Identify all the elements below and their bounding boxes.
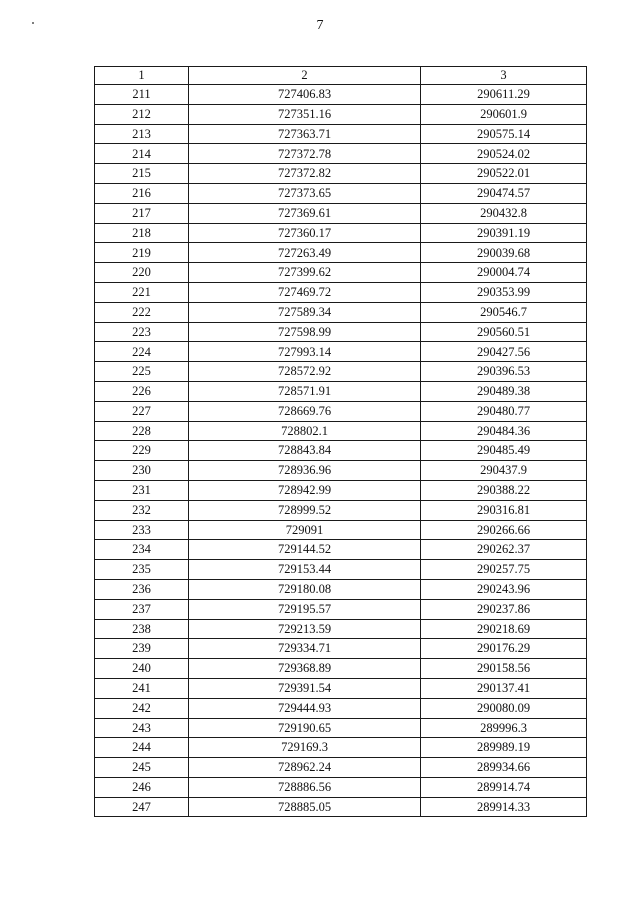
table-row [95, 183, 587, 203]
point-number-cell: 237 [95, 599, 189, 619]
table-row [95, 777, 587, 797]
x-coordinate-cell: 727372.78 [189, 144, 421, 164]
y-coordinate-cell: 290489.38 [421, 381, 587, 401]
point-number-cell: 234 [95, 540, 189, 560]
y-coordinate-cell: 290176.29 [421, 639, 587, 659]
x-coordinate-cell: 727469.72 [189, 282, 421, 302]
point-number-cell: 218 [95, 223, 189, 243]
table-row [95, 738, 587, 758]
scan-speck [32, 22, 34, 24]
x-coordinate-cell: 729195.57 [189, 599, 421, 619]
header-col-3: 3 [421, 67, 587, 85]
y-coordinate-cell: 290004.74 [421, 263, 587, 283]
table-row [95, 441, 587, 461]
x-coordinate-cell: 727360.17 [189, 223, 421, 243]
x-coordinate-cell: 727372.82 [189, 164, 421, 184]
point-number-cell: 238 [95, 619, 189, 639]
y-coordinate-cell: 289914.74 [421, 777, 587, 797]
point-number-cell: 229 [95, 441, 189, 461]
y-coordinate-cell: 290484.36 [421, 421, 587, 441]
point-number-cell: 214 [95, 144, 189, 164]
y-coordinate-cell: 290474.57 [421, 183, 587, 203]
point-number-cell: 245 [95, 758, 189, 778]
table-row [95, 520, 587, 540]
y-coordinate-cell: 290485.49 [421, 441, 587, 461]
coordinates-table [94, 66, 587, 817]
table-row [95, 243, 587, 263]
table-row [95, 599, 587, 619]
point-number-cell: 225 [95, 362, 189, 382]
point-number-cell: 233 [95, 520, 189, 540]
table-row [95, 85, 587, 105]
table-row [95, 797, 587, 817]
point-number-cell: 219 [95, 243, 189, 263]
point-number-cell: 236 [95, 579, 189, 599]
y-coordinate-cell: 290546.7 [421, 302, 587, 322]
table-body [95, 85, 587, 817]
point-number-cell: 235 [95, 560, 189, 580]
point-number-cell: 230 [95, 461, 189, 481]
x-coordinate-cell: 727351.16 [189, 104, 421, 124]
x-coordinate-cell: 728572.92 [189, 362, 421, 382]
y-coordinate-cell: 290391.19 [421, 223, 587, 243]
y-coordinate-cell: 290601.9 [421, 104, 587, 124]
x-coordinate-cell: 727263.49 [189, 243, 421, 263]
table-row [95, 461, 587, 481]
point-number-cell: 241 [95, 678, 189, 698]
point-number-cell: 228 [95, 421, 189, 441]
y-coordinate-cell: 290316.81 [421, 500, 587, 520]
table-row [95, 579, 587, 599]
table-row [95, 540, 587, 560]
x-coordinate-cell: 727406.83 [189, 85, 421, 105]
point-number-cell: 211 [95, 85, 189, 105]
table-row [95, 362, 587, 382]
point-number-cell: 217 [95, 203, 189, 223]
table-row [95, 401, 587, 421]
table-row [95, 124, 587, 144]
point-number-cell: 227 [95, 401, 189, 421]
point-number-cell: 239 [95, 639, 189, 659]
x-coordinate-cell: 728802.1 [189, 421, 421, 441]
point-number-cell: 231 [95, 480, 189, 500]
x-coordinate-cell: 728942.99 [189, 480, 421, 500]
y-coordinate-cell: 290522.01 [421, 164, 587, 184]
table-row [95, 480, 587, 500]
y-coordinate-cell: 289989.19 [421, 738, 587, 758]
page-number: 7 [316, 18, 324, 33]
point-number-cell: 232 [95, 500, 189, 520]
x-coordinate-cell: 729091 [189, 520, 421, 540]
point-number-cell: 244 [95, 738, 189, 758]
x-coordinate-cell: 729391.54 [189, 678, 421, 698]
y-coordinate-cell: 290137.41 [421, 678, 587, 698]
x-coordinate-cell: 729144.52 [189, 540, 421, 560]
table-row [95, 104, 587, 124]
x-coordinate-cell: 729180.08 [189, 579, 421, 599]
x-coordinate-cell: 729190.65 [189, 718, 421, 738]
y-coordinate-cell: 290388.22 [421, 480, 587, 500]
point-number-cell: 242 [95, 698, 189, 718]
y-coordinate-cell: 290080.09 [421, 698, 587, 718]
y-coordinate-cell: 290243.96 [421, 579, 587, 599]
point-number-cell: 220 [95, 263, 189, 283]
table-row [95, 381, 587, 401]
x-coordinate-cell: 728843.84 [189, 441, 421, 461]
y-coordinate-cell: 290218.69 [421, 619, 587, 639]
x-coordinate-cell: 729169.3 [189, 738, 421, 758]
table-row [95, 302, 587, 322]
table-row [95, 500, 587, 520]
y-coordinate-cell: 290396.53 [421, 362, 587, 382]
x-coordinate-cell: 727363.71 [189, 124, 421, 144]
point-number-cell: 224 [95, 342, 189, 362]
x-coordinate-cell: 728886.56 [189, 777, 421, 797]
point-number-cell: 246 [95, 777, 189, 797]
x-coordinate-cell: 729444.93 [189, 698, 421, 718]
y-coordinate-cell: 290427.56 [421, 342, 587, 362]
x-coordinate-cell: 728669.76 [189, 401, 421, 421]
header-col-1: 1 [95, 67, 189, 85]
y-coordinate-cell: 290266.66 [421, 520, 587, 540]
table-row [95, 639, 587, 659]
table-header [95, 67, 587, 85]
point-number-cell: 223 [95, 322, 189, 342]
table-row [95, 342, 587, 362]
x-coordinate-cell: 727373.65 [189, 183, 421, 203]
table-row [95, 718, 587, 738]
x-coordinate-cell: 729213.59 [189, 619, 421, 639]
x-coordinate-cell: 729334.71 [189, 639, 421, 659]
table-row [95, 659, 587, 679]
x-coordinate-cell: 727399.62 [189, 263, 421, 283]
y-coordinate-cell: 289934.66 [421, 758, 587, 778]
y-coordinate-cell: 290353.99 [421, 282, 587, 302]
x-coordinate-cell: 728571.91 [189, 381, 421, 401]
point-number-cell: 215 [95, 164, 189, 184]
y-coordinate-cell: 290262.37 [421, 540, 587, 560]
x-coordinate-cell: 729368.89 [189, 659, 421, 679]
table-row [95, 619, 587, 639]
point-number-cell: 222 [95, 302, 189, 322]
y-coordinate-cell: 290611.29 [421, 85, 587, 105]
y-coordinate-cell: 289996.3 [421, 718, 587, 738]
y-coordinate-cell: 290560.51 [421, 322, 587, 342]
x-coordinate-cell: 727598.99 [189, 322, 421, 342]
y-coordinate-cell: 290237.86 [421, 599, 587, 619]
table-row [95, 223, 587, 243]
table-row [95, 698, 587, 718]
x-coordinate-cell: 727993.14 [189, 342, 421, 362]
y-coordinate-cell: 290432.8 [421, 203, 587, 223]
x-coordinate-cell: 727369.61 [189, 203, 421, 223]
table-row [95, 560, 587, 580]
y-coordinate-cell: 290257.75 [421, 560, 587, 580]
point-number-cell: 213 [95, 124, 189, 144]
point-number-cell: 226 [95, 381, 189, 401]
x-coordinate-cell: 728936.96 [189, 461, 421, 481]
y-coordinate-cell: 290039.68 [421, 243, 587, 263]
table-row [95, 678, 587, 698]
point-number-cell: 243 [95, 718, 189, 738]
point-number-cell: 221 [95, 282, 189, 302]
y-coordinate-cell: 290480.77 [421, 401, 587, 421]
point-number-cell: 240 [95, 659, 189, 679]
x-coordinate-cell: 729153.44 [189, 560, 421, 580]
table-row [95, 263, 587, 283]
x-coordinate-cell: 728962.24 [189, 758, 421, 778]
x-coordinate-cell: 728885.05 [189, 797, 421, 817]
table-row [95, 758, 587, 778]
y-coordinate-cell: 290575.14 [421, 124, 587, 144]
y-coordinate-cell: 290158.56 [421, 659, 587, 679]
y-coordinate-cell: 289914.33 [421, 797, 587, 817]
table-row [95, 144, 587, 164]
point-number-cell: 212 [95, 104, 189, 124]
table-row [95, 322, 587, 342]
point-number-cell: 216 [95, 183, 189, 203]
header-col-2: 2 [189, 67, 421, 85]
header-row [95, 67, 587, 85]
y-coordinate-cell: 290437.9 [421, 461, 587, 481]
point-number-cell: 247 [95, 797, 189, 817]
x-coordinate-cell: 727589.34 [189, 302, 421, 322]
table-row [95, 203, 587, 223]
table-row [95, 282, 587, 302]
x-coordinate-cell: 728999.52 [189, 500, 421, 520]
y-coordinate-cell: 290524.02 [421, 144, 587, 164]
table-row [95, 164, 587, 184]
table-row [95, 421, 587, 441]
